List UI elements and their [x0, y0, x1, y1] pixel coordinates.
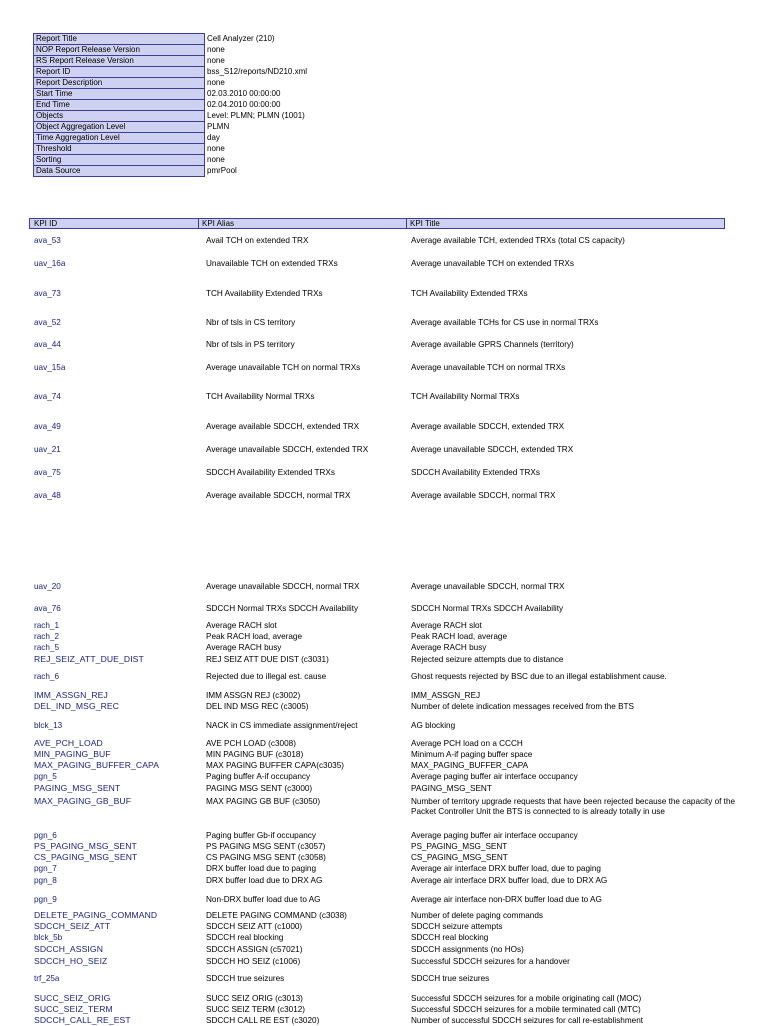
- meta-value: 02.03.2010 00:00:00: [207, 89, 281, 98]
- kpi-alias: MIN PAGING BUF (c3018): [206, 750, 304, 759]
- kpi-id: IMM_ASSGN_REJ: [34, 690, 108, 700]
- kpi-alias: DRX buffer load due to paging: [206, 864, 317, 873]
- kpi-title: Peak RACH load, average: [411, 632, 508, 641]
- kpi-id: rach_6: [34, 672, 60, 681]
- kpi-title: Average unavailable SDCCH, extended TRX: [411, 445, 574, 454]
- kpi-alias: Paging buffer A-if occupancy: [206, 772, 311, 781]
- kpi-alias: PAGING MSG SENT (c3000): [206, 784, 313, 793]
- meta-row: [34, 45, 470, 56]
- meta-key: Object Aggregation Level: [34, 122, 205, 133]
- kpi-alias: SDCCH real blocking: [206, 933, 284, 942]
- kpi-alias: REJ SEIZ ATT DUE DIST (c3031): [206, 655, 329, 664]
- meta-value: none: [207, 56, 225, 65]
- kpi-id: ava_52: [34, 318, 61, 327]
- kpi-title: Average air interface DRX buffer load, due to DRX AG: [411, 876, 608, 885]
- kpi-alias: TCH Availability Normal TRXs: [206, 392, 315, 401]
- kpi-title: Number of delete paging commands: [411, 911, 543, 920]
- kpi-alias: Average available SDCCH, normal TRX: [206, 491, 351, 500]
- kpi-id: SDCCH_SEIZ_ATT: [34, 921, 111, 931]
- meta-row: [34, 166, 470, 177]
- kpi-title: IMM_ASSGN_REJ: [411, 691, 481, 700]
- kpi-id: pgn_6: [34, 831, 57, 840]
- kpi-title: Average RACH slot: [411, 621, 482, 630]
- kpi-id: MAX_PAGING_BUFFER_CAPA: [34, 760, 160, 770]
- kpi-title: Average available SDCCH, normal TRX: [411, 491, 556, 500]
- kpi-id: ava_75: [34, 468, 61, 477]
- meta-value: 02.04.2010 00:00:00: [207, 100, 281, 109]
- kpi-title: Number of territory upgrade requests that have been rejected because the capacity of the Packet Controller Unit the BTS is connected to is already totally in use: [411, 797, 736, 816]
- kpi-title: Successful SDCCH seizures for a mobile originating call (MOC): [411, 994, 642, 1003]
- meta-row: [34, 133, 470, 144]
- kpi-title: PS_PAGING_MSG_SENT: [411, 842, 508, 851]
- meta-row: [34, 34, 470, 45]
- kpi-id: pgn_9: [34, 895, 57, 904]
- kpi-id: CS_PAGING_MSG_SENT: [34, 852, 138, 862]
- meta-row: [34, 56, 470, 67]
- kpi-alias: Average RACH slot: [206, 621, 277, 630]
- meta-row: [34, 122, 470, 133]
- kpi-id: SUCC_SEIZ_ORIG: [34, 993, 111, 1003]
- kpi-id: uav_21: [34, 445, 61, 454]
- kpi-title: Average available TCHs for CS use in normal TRXs: [411, 318, 599, 327]
- kpi-alias: SDCCH SEIZ ATT (c1000): [206, 922, 303, 931]
- meta-key: Time Aggregation Level: [34, 133, 205, 144]
- meta-key: Report ID: [34, 67, 205, 78]
- kpi-id: rach_5: [34, 643, 60, 652]
- kpi-alias: SDCCH HO SEIZ (c1006): [206, 957, 301, 966]
- kpi-alias: SDCCH ASSIGN (c57021): [206, 945, 303, 954]
- kpi-title: Average paging buffer air interface occupancy: [411, 772, 578, 781]
- kpi-title: SDCCH true seizures: [411, 974, 490, 983]
- kpi-id: blck_5b: [34, 933, 63, 942]
- kpi-id: DEL_IND_MSG_REC: [34, 701, 120, 711]
- kpi-alias: DEL IND MSG REC (c3005): [206, 702, 309, 711]
- meta-key: Data Source: [34, 166, 205, 177]
- kpi-alias: Nbr of tsls in PS territory: [206, 340, 295, 349]
- meta-key: Sorting: [34, 155, 205, 166]
- meta-key: NOP Report Release Version: [34, 45, 205, 56]
- meta-value: none: [207, 78, 225, 87]
- kpi-title: Successful SDCCH seizures for a handover: [411, 957, 570, 966]
- meta-row: [34, 89, 470, 100]
- kpi-title: Average available TCH, extended TRXs (total CS capacity): [411, 236, 625, 245]
- kpi-title: TCH Availability Normal TRXs: [411, 392, 520, 401]
- kpi-alias: IMM ASSGN REJ (c3002): [206, 691, 301, 700]
- kpi-title: Average available SDCCH, extended TRX: [411, 422, 565, 431]
- kpi-id: uav_15a: [34, 363, 66, 372]
- kpi-id: pgn_5: [34, 772, 57, 781]
- meta-row: [34, 100, 470, 111]
- kpi-title: Average air interface DRX buffer load, due to paging: [411, 864, 601, 873]
- kpi-title: SDCCH Normal TRXs SDCCH Availability: [411, 604, 564, 613]
- kpi-alias: TCH Availability Extended TRXs: [206, 289, 323, 298]
- kpi-alias: SDCCH true seizures: [206, 974, 285, 983]
- meta-row: [34, 78, 470, 89]
- meta-value: PLMN: [207, 122, 230, 131]
- kpi-title: Average unavailable SDCCH, normal TRX: [411, 582, 565, 591]
- kpi-title: Ghost requests rejected by BSC due to an illegal establishment cause.: [411, 672, 667, 681]
- kpi-alias: DRX buffer load due to DRX AG: [206, 876, 323, 885]
- kpi-id: SDCCH_HO_SEIZ: [34, 956, 108, 966]
- kpi-title: MAX_PAGING_BUFFER_CAPA: [411, 761, 529, 770]
- kpi-id: REJ_SEIZ_ATT_DUE_DIST: [34, 654, 144, 664]
- kpi-title: Minimum A-if paging buffer space: [411, 750, 533, 759]
- meta-key: RS Report Release Version: [34, 56, 205, 67]
- kpi-alias: Rejected due to illegal est. cause: [206, 672, 327, 681]
- meta-row: [34, 155, 470, 166]
- kpi-id: uav_20: [34, 582, 61, 591]
- kpi-id: uav_16a: [34, 259, 66, 268]
- kpi-title: Rejected seizure attempts due to distance: [411, 655, 564, 664]
- kpi-alias: SDCCH Availability Extended TRXs: [206, 468, 335, 477]
- kpi-alias: Nbr of tsls in CS territory: [206, 318, 296, 327]
- kpi-id: rach_2: [34, 632, 60, 641]
- kpi-id: trf_25a: [34, 974, 60, 983]
- meta-key: End Time: [34, 100, 205, 111]
- kpi-alias: Average unavailable SDCCH, extended TRX: [206, 445, 369, 454]
- meta-value: none: [207, 155, 225, 164]
- kpi-alias: Unavailable TCH on extended TRXs: [206, 259, 338, 268]
- meta-value: none: [207, 45, 225, 54]
- kpi-title: Average unavailable TCH on extended TRXs: [411, 259, 574, 268]
- kpi-id: MIN_PAGING_BUF: [34, 749, 111, 759]
- kpi-title: PAGING_MSG_SENT: [411, 784, 492, 793]
- kpi-title: Number of delete indication messages received from the BTS: [411, 702, 634, 711]
- kpi-alias: AVE PCH LOAD (c3008): [206, 739, 296, 748]
- kpi-id: AVE_PCH_LOAD: [34, 738, 103, 748]
- report-metadata-table: [33, 33, 470, 177]
- meta-row: [34, 67, 470, 78]
- kpi-id: rach_1: [34, 621, 60, 630]
- kpi-id: DELETE_PAGING_COMMAND: [34, 910, 158, 920]
- kpi-id: ava_76: [34, 604, 61, 613]
- kpi-title: Average PCH load on a CCCH: [411, 739, 523, 748]
- header-kpi-id: KPI ID: [34, 219, 58, 228]
- kpi-id: ava_74: [34, 392, 61, 401]
- kpi-id: ava_48: [34, 491, 61, 500]
- kpi-id: MAX_PAGING_GB_BUF: [34, 796, 132, 806]
- meta-value: none: [207, 144, 225, 153]
- kpi-id: blck_13: [34, 721, 63, 730]
- kpi-alias: Average unavailable TCH on normal TRXs: [206, 363, 361, 372]
- kpi-alias: Average unavailable SDCCH, normal TRX: [206, 582, 360, 591]
- meta-value: Level: PLMN; PLMN (1001): [207, 111, 305, 120]
- kpi-title: Average paging buffer air interface occupancy: [411, 831, 578, 840]
- meta-key: Start Time: [34, 89, 205, 100]
- kpi-alias: SUCC SEIZ TERM (c3012): [206, 1005, 306, 1014]
- kpi-id: ava_49: [34, 422, 61, 431]
- kpi-id: PS_PAGING_MSG_SENT: [34, 841, 137, 851]
- kpi-title: Average available GPRS Channels (territory): [411, 340, 574, 349]
- kpi-alias: DELETE PAGING COMMAND (c3038): [206, 911, 347, 920]
- kpi-title: Successful SDCCH seizures for a mobile terminated call (MTC): [411, 1005, 641, 1014]
- kpi-title: CS_PAGING_MSG_SENT: [411, 853, 508, 862]
- meta-key: Threshold: [34, 144, 205, 155]
- kpi-alias: Paging buffer Gb-if occupancy: [206, 831, 316, 840]
- kpi-title: SDCCH Availability Extended TRXs: [411, 468, 540, 477]
- kpi-id: pgn_8: [34, 876, 57, 885]
- kpi-alias: Avail TCH on extended TRX: [206, 236, 309, 245]
- kpi-title: SDCCH seizure attempts: [411, 922, 503, 931]
- meta-value: pmrPool: [207, 166, 237, 175]
- meta-key: Report Description: [34, 78, 205, 89]
- kpi-alias: CS PAGING MSG SENT (c3058): [206, 853, 326, 862]
- kpi-alias: MAX PAGING GB BUF (c3050): [206, 797, 321, 806]
- kpi-table-header: [29, 218, 725, 229]
- kpi-id: ava_73: [34, 289, 61, 298]
- kpi-title: Average air interface non-DRX buffer load due to AG: [411, 895, 602, 904]
- kpi-alias: Peak RACH load, average: [206, 632, 303, 641]
- meta-key: Report Title: [34, 34, 205, 45]
- kpi-id: PAGING_MSG_SENT: [34, 783, 121, 793]
- meta-row: [34, 111, 470, 122]
- meta-value: day: [207, 133, 220, 142]
- kpi-alias: SUCC SEIZ ORIG (c3013): [206, 994, 303, 1003]
- kpi-title: Average RACH busy: [411, 643, 487, 652]
- kpi-alias: Non-DRX buffer load due to AG: [206, 895, 321, 904]
- kpi-id: SDCCH_CALL_RE_EST: [34, 1015, 131, 1025]
- kpi-alias: PS PAGING MSG SENT (c3057): [206, 842, 326, 851]
- kpi-id: pgn_7: [34, 864, 57, 873]
- header-kpi-alias: KPI Alias: [198, 219, 234, 228]
- header-kpi-title: KPI Title: [406, 219, 440, 228]
- meta-value: Cell Analyzer (210): [207, 34, 275, 43]
- kpi-alias: SDCCH Normal TRXs SDCCH Availability: [206, 604, 359, 613]
- meta-value: bss_S12/reports/ND210.xml: [207, 67, 308, 76]
- kpi-title: SDCCH real blocking: [411, 933, 489, 942]
- meta-key: Objects: [34, 111, 205, 122]
- kpi-id: ava_53: [34, 236, 61, 245]
- kpi-alias: NACK in CS immediate assignment/reject: [206, 721, 358, 730]
- kpi-id: SDCCH_ASSIGN: [34, 944, 104, 954]
- kpi-title: SDCCH assignments (no HOs): [411, 945, 524, 954]
- kpi-title: AG blocking: [411, 721, 456, 730]
- kpi-title: TCH Availability Extended TRXs: [411, 289, 528, 298]
- kpi-id: SUCC_SEIZ_TERM: [34, 1004, 113, 1014]
- kpi-alias: SDCCH CALL RE EST (c3020): [206, 1016, 320, 1025]
- kpi-alias: Average RACH busy: [206, 643, 282, 652]
- kpi-alias: Average available SDCCH, extended TRX: [206, 422, 360, 431]
- kpi-title: Average unavailable TCH on normal TRXs: [411, 363, 566, 372]
- kpi-alias: MAX PAGING BUFFER CAPA(c3035): [206, 761, 345, 770]
- kpi-title: Number of successful SDCCH seizures for call re-establishment: [411, 1016, 644, 1025]
- meta-row: [34, 144, 470, 155]
- kpi-id: ava_44: [34, 340, 61, 349]
